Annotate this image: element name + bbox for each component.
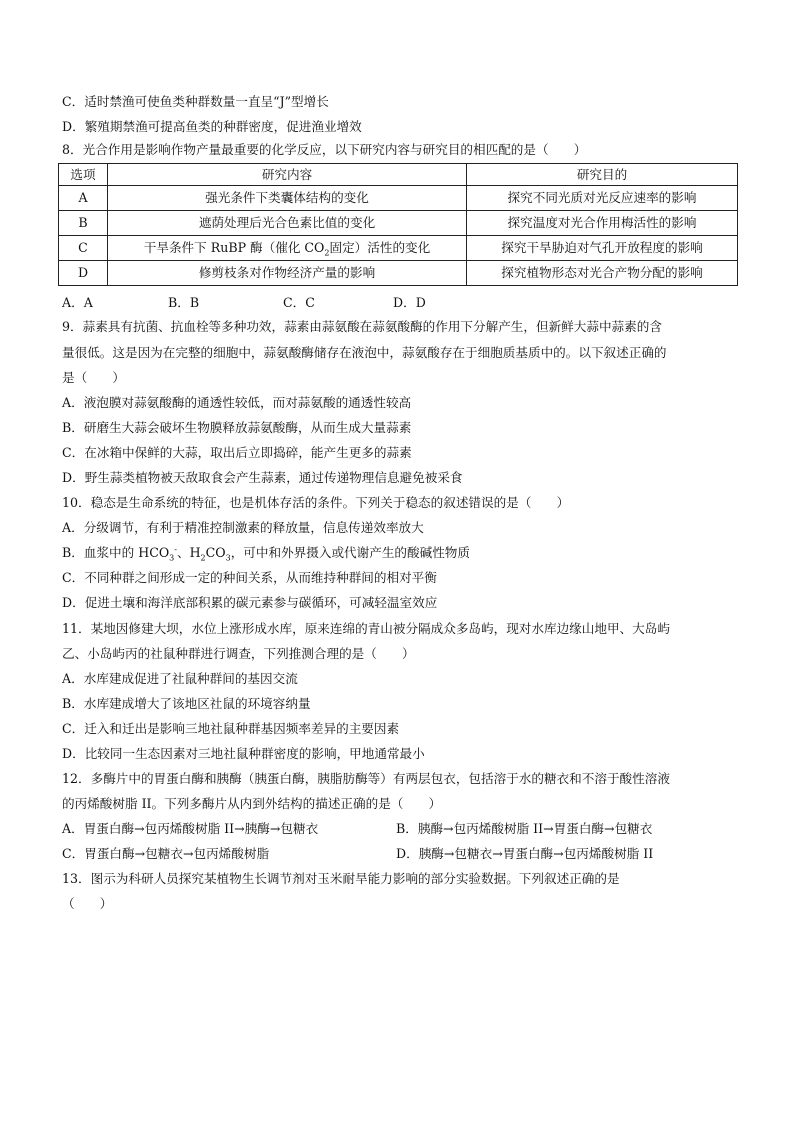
q12-stem-line2: 的丙烯酸树脂 II。下列多酶片从内到外结构的描述正确的是（ ） (62, 796, 442, 811)
b-post: ，可中和外界摄入或代谢产生的酸碱性物质 (230, 545, 470, 560)
header-option: 选项 (59, 164, 108, 186)
q8-answer-b: B．B (168, 295, 200, 310)
row-option: C (59, 236, 108, 261)
table-row (59, 186, 738, 211)
row-purpose: 探究温度对光合作用梅活性的影响 (467, 211, 738, 236)
row-option: D (59, 261, 108, 286)
header-content: 研究内容 (108, 164, 467, 186)
q7-option-c: C．适时禁渔可使鱼类种群数量一直呈“J”型增长 (62, 94, 329, 109)
row-purpose: 探究不同光质对光反应速率的影响 (467, 186, 738, 211)
content-sub: 2 (324, 248, 330, 258)
content-pre: 干旱条件下 RuBP 酶（催化 CO (143, 240, 325, 255)
header-purpose: 研究目的 (467, 164, 738, 186)
q7-option-d: D．繁殖期禁渔可提高鱼类的种群密度，促进渔业增效 (62, 119, 362, 134)
row-content: 遮荫处理后光合色素比值的变化 (108, 211, 467, 236)
b-sup1: - (174, 544, 177, 554)
row-content (108, 236, 467, 261)
row-content: 修剪枝条对作物经济产量的影响 (108, 261, 467, 286)
q8-table (58, 163, 738, 286)
q8-answer-c: C．C (283, 295, 315, 310)
q12-option-a: A．胃蛋白酶→包丙烯酸树脂 II→胰酶→包糖衣 (62, 821, 319, 836)
q9-option-d: D．野生蒜类植物被天敌取食会产生蒜素，通过传递物理信息避免被采食 (62, 470, 463, 485)
q13-stem-line2: （ ） (62, 896, 113, 911)
content-post: 固定）活性的变化 (329, 240, 431, 255)
table-row (59, 261, 738, 286)
q8-stem: 8．光合作用是影响作物产量最重要的化学反应，以下研究内容与研究目的相匹配的是（ ） (62, 142, 587, 157)
q8-answer-a: A．A (62, 295, 93, 310)
row-option: A (59, 186, 108, 211)
q11-option-d: D．比较同一生态因素对三地社鼠种群密度的影响，甲地通常最小 (62, 746, 425, 761)
row-purpose: 探究植物形态对光合产物分配的影响 (467, 261, 738, 286)
b-pre: B．血浆中的 HCO (62, 545, 170, 560)
q9-option-c: C．在冰箱中保鲜的大蒜，取出后立即捣碎，能产生更多的蒜素 (62, 445, 412, 460)
row-content: 强光条件下类囊体结构的变化 (108, 186, 467, 211)
q11-stem-line2: 乙、小岛屿丙的社鼠种群进行调查，下列推测合理的是（ ） (62, 646, 415, 661)
q11-option-b: B．水库建成增大了该地区社鼠的环境容纳量 (62, 696, 311, 711)
table-row (59, 236, 738, 261)
q10-option-c: C．不同种群之间形成一定的种间关系，从而维持种群间的相对平衡 (62, 570, 437, 585)
q13-stem-line1: 13．图示为科研人员探究某植物生长调节剂对玉米耐旱能力影响的部分实验数据。下列叙述正确的是 (62, 871, 620, 886)
q12-option-b: B．胰酶→包丙烯酸树脂 II→胃蛋白酶→包糖衣 (396, 821, 653, 836)
b-sub1: 3 (169, 553, 175, 563)
q9-option-a: A．液泡膜对蒜氨酸酶的通透性较低，而对蒜氨酸的通透性较高 (62, 395, 412, 410)
q9-stem-line3: 是（ ） (62, 370, 125, 385)
q10-option-d: D．促进土壤和海洋底部积累的碳元素参与碳循环，可减轻温室效应 (62, 595, 438, 610)
table-header-row (59, 164, 738, 186)
q9-stem-line1: 9．蒜素具有抗菌、抗血栓等多种功效，蒜素由蒜氨酸在蒜氨酸酶的作用下分解产生，但新鲜大蒜中蒜素的含 (62, 319, 662, 334)
row-option: B (59, 211, 108, 236)
q12-option-c: C．胃蛋白酶→包糖衣→包丙烯酸树脂 (62, 846, 270, 861)
q11-option-a: A．水库建成促进了社鼠种群间的基因交流 (62, 671, 298, 686)
table-row (59, 211, 738, 236)
q12-option-d: D．胰酶→包糖衣→胃蛋白酶→包丙烯酸树脂 II (396, 846, 654, 861)
b-mid: 、H (176, 545, 201, 560)
q9-stem-line2: 量很低。这是因为在完整的细胞中，蒜氨酸酶储存在液泡中，蒜氨酸存在于细胞质基质中的。以下叙述正确的 (62, 345, 667, 360)
b-mid2: CO (205, 545, 226, 560)
q8-answer-d: D．D (393, 295, 426, 310)
q11-stem-line1: 11．某地因修建大坝，水位上涨形成水库，原来连绵的青山被分隔成众多岛屿，现对水库边缘山地甲、大岛屿 (62, 621, 670, 636)
q10-option-a: A．分级调节，有利于精准控制激素的释放量，信息传递效率放大 (62, 520, 424, 535)
q11-option-c: C．迁入和迁出是影响三地社鼠种群基因频率差异的主要因素 (62, 721, 400, 736)
b-sub2: 2 (200, 553, 206, 563)
q10-option-b (62, 544, 470, 562)
b-sub3: 3 (225, 553, 231, 563)
q12-stem-line1: 12．多酶片中的胃蛋白酶和胰酶（胰蛋白酶，胰脂肪酶等）有两层包衣，包括溶于水的糖衣和不溶于酸性溶液 (62, 771, 670, 786)
row-purpose: 探究干旱胁迫对气孔开放程度的影响 (467, 236, 738, 261)
q9-option-b: B．研磨生大蒜会破坏生物膜释放蒜氨酸酶，从而生成大量蒜素 (62, 420, 412, 435)
q10-stem: 10．稳态是生命系统的特征，也是机体存活的条件。下列关于稳态的叙述错误的是（ ） (62, 495, 570, 510)
